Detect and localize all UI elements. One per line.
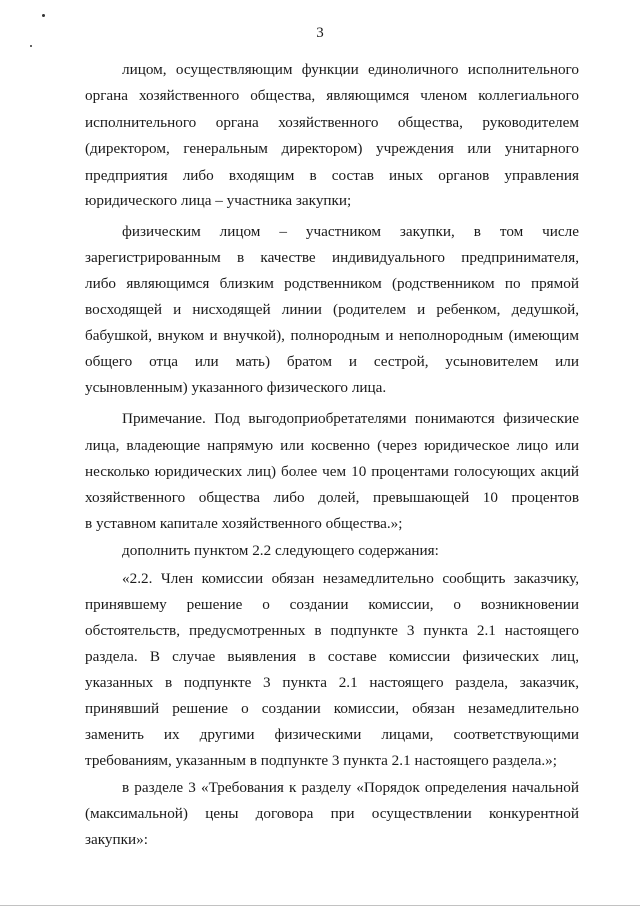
- text-line: либо являющимся близким родственником (родственником по прямой: [85, 275, 579, 292]
- text-line: (максимальной) цены договора при осуществлении конкурентной: [85, 805, 579, 822]
- text-line: Примечание. Под выгодоприобретателями понимаются физические: [122, 410, 579, 427]
- text-line: исполнительного органа хозяйственного общества, руководителем: [85, 114, 579, 131]
- text-line: принявший решение о создании комиссии, обязан незамедлительно: [85, 700, 579, 717]
- text-line: лицом, осуществляющим функции единоличного исполнительного: [122, 61, 579, 78]
- page-number: 3: [316, 25, 324, 41]
- text-line: в разделе 3 «Требования к разделу «Порядок определения начальной: [122, 779, 579, 796]
- text-line: раздела. В случае выявления в составе комиссии физических лиц,: [85, 648, 579, 665]
- text-line: заменить их другими физическими лицами, соответствующими: [85, 726, 579, 743]
- text-line: обстоятельств, предусмотренных в подпункте 3 пункта 2.1 настоящего: [85, 622, 579, 639]
- text-line: физическим лицом – участником закупки, в том числе: [122, 223, 579, 240]
- text-line: зарегистрированным в качестве индивидуального предпринимателя,: [85, 249, 579, 266]
- text-line: закупки»:: [85, 831, 148, 848]
- text-line: несколько юридических лиц) более чем 10 процентами голосующих акций: [85, 463, 579, 480]
- text-line: юридического лица – участника закупки;: [85, 192, 352, 209]
- text-line: лица, владеющие напрямую или косвенно (через юридическое лицо или: [85, 437, 579, 454]
- text-line: предприятия либо входящим в состав иных органов управления: [85, 167, 579, 184]
- text-line: указанных в подпункте 3 пункта 2.1 настоящего раздела, заказчик,: [85, 674, 579, 691]
- text-line: хозяйственного общества либо долей, превышающей 10 процентов: [85, 489, 579, 506]
- text-line: (директором, генеральным директором) учреждения или унитарного: [85, 140, 579, 157]
- text-line: усыновленным) указанного физического лица.: [85, 379, 387, 396]
- text-line: принявшему решение о создании комиссии, о возникновении: [85, 596, 579, 613]
- text-line: общего отца или мать) братом и сестрой, усыновителем или: [85, 353, 579, 370]
- text-line: органа хозяйственного общества, являющимся членом коллегиального: [85, 87, 579, 104]
- text-line: бабушкой, внуком и внучкой), полнородным и неполнородным (имеющим: [85, 327, 579, 344]
- text-line: восходящей и нисходящей линии (родителем и ребенком, дедушкой,: [85, 301, 579, 318]
- text-line: «2.2. Член комиссии обязан незамедлительно сообщить заказчику,: [122, 570, 579, 587]
- scan-speck: [30, 45, 32, 47]
- text-line: требованиям, указанным в подпункте 3 пункта 2.1 настоящего раздела.»;: [85, 752, 557, 769]
- scan-edge: [0, 905, 640, 906]
- scan-speck: [42, 14, 45, 17]
- text-line: в уставном капитале хозяйственного общества.»;: [85, 515, 403, 532]
- text-line: дополнить пунктом 2.2 следующего содержания:: [122, 542, 439, 559]
